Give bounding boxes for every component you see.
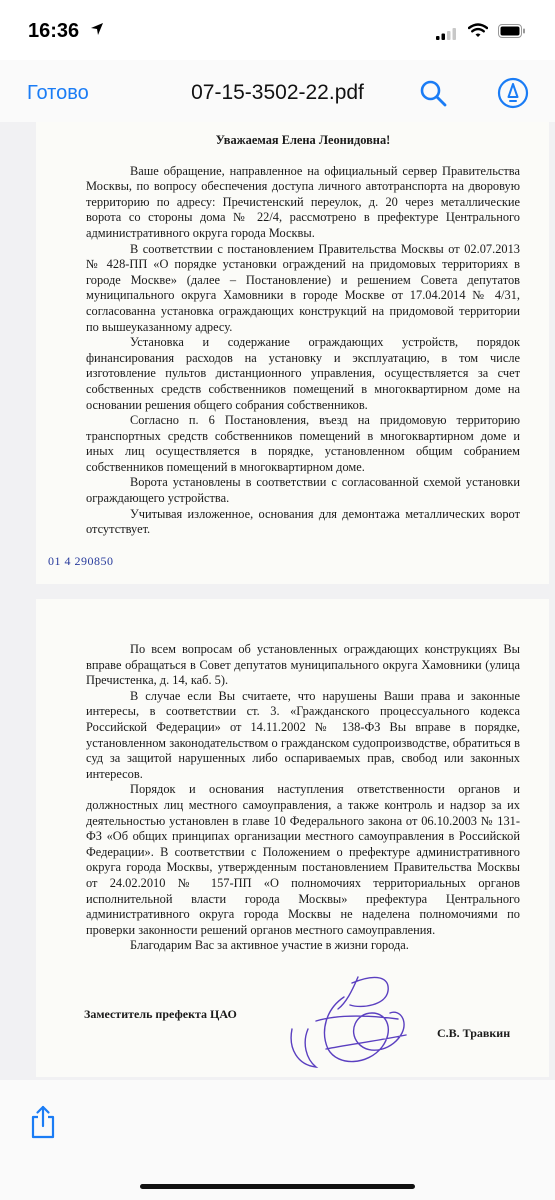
registration-number: 01 4 290850 xyxy=(48,554,114,568)
cellular-signal-icon xyxy=(436,27,456,45)
paragraph: Установка и содержание ограждающих устройств, порядок финансирования расходов на установку и эксплуатацию, в том числе изготовление пультов дистанционного управления, осуществляется за счет собственных средств собственников помещений в многоквартирном доме на основании решения общего собрания собственников. xyxy=(86,335,520,412)
home-indicator xyxy=(140,1184,415,1189)
pdf-viewer[interactable] xyxy=(0,122,555,1080)
wifi-icon xyxy=(468,23,488,43)
status-bar xyxy=(0,0,555,60)
paragraph: В случае если Вы считаете, что нарушены Ваши права и законные интересы, в соответствии ст. 3. «Гражданского процессуального кодекса Российской Федерации» от 14.11.2002 № 138-ФЗ Вы вправе в порядке, установленном законодательством о гражданском судопроизводстве, обратиться в суд за защитой нарушенных либо оспариваемых прав, свобод или законных интересов. xyxy=(86,688,520,781)
search-icon[interactable] xyxy=(419,79,447,112)
handwritten-signature xyxy=(286,969,436,1084)
markup-pen-icon[interactable] xyxy=(497,77,529,114)
paragraph: Ваше обращение, направленное на официальный сервер Правительства Москвы, по вопросу обеспечения доступа личного автотранспорта на дворовую территорию по адресу: Пречистенский переулок, д. 20 через металлические ворота со стороны дома № 22/4, рассмотрено в префектуре Центрального административного округа города Москвы. xyxy=(86,163,520,240)
paragraph: Ворота установлены в соответствии с согласованной схемой установки ограждающего устройства. xyxy=(86,475,520,506)
paragraph: Учитывая изложенное, основания для демонтажа металлических ворот отсутствует. xyxy=(86,506,520,537)
done-button[interactable]: Готово xyxy=(27,82,89,104)
battery-icon xyxy=(498,24,526,43)
paragraph: Благодарим Вас за активное участие в жизни города. xyxy=(130,938,409,953)
paragraph: По всем вопросам об установленных ограждающих конструкциях Вы вправе обращаться в Совет депутатов муниципального округа Хамовники (улица Пречистенка, д. 14, каб. 5). xyxy=(86,642,520,688)
nav-bar xyxy=(0,60,555,122)
status-time: 16:36 xyxy=(28,20,80,42)
page-2-content xyxy=(86,642,520,954)
pdf-page-1 xyxy=(36,122,549,584)
document-title: 07-15-3502-22.pdf xyxy=(191,81,364,104)
page-1-content xyxy=(86,133,520,538)
bottom-toolbar xyxy=(0,1080,555,1200)
share-icon[interactable] xyxy=(30,1105,56,1144)
signer-name: С.В. Травкин xyxy=(437,1026,511,1040)
location-arrow-icon xyxy=(90,22,104,41)
paragraph: Согласно п. 6 Постановления, въезд на придомовую территорию транспортных средств собственников помещений в многоквартирном доме и иных лиц осуществляется в порядке, установленном общим собранием собственников помещений в многоквартирном доме. xyxy=(86,413,520,474)
paragraph: Порядок и основания наступления ответственности органов и должностных лиц местного самоуправления, а также контроль и надзор за их деятельностью установлен в главе 10 Федерального закона от 06.10.2003 № 131-ФЗ «Об общих принципах организации местного самоуправления в Российской Федерации». В соответствии с Положением о префектуре административного округа города Москвы, утвержденным постановлением Правительства Москвы от 24.02.2010 № 157-ПП «О полномочиях территориальных органов исполнительной власти города Москвы» префектура Центрального административного округа города Москвы не наделена полномочиями по проверки законности решений органов местного самоуправления. xyxy=(86,782,520,937)
pdf-page-2 xyxy=(36,599,549,1077)
letter-greeting: Уважаемая Елена Леонидовна! xyxy=(215,133,391,147)
signer-title: Заместитель префекта ЦАО xyxy=(84,1007,237,1021)
paragraph: В соответствии с постановлением Правительства Москвы от 02.07.2013 № 428-ПП «О порядке установки ограждений на придомовых территориях в городе Москве» (далее – Постановление) и решением Совета депутатов муниципального округа Хамовники в городе Москве от 17.04.2014 № 4/31, согласованна установка ограждающих конструкций на придомовой территории по вышеуказанному адресу. xyxy=(86,241,520,334)
